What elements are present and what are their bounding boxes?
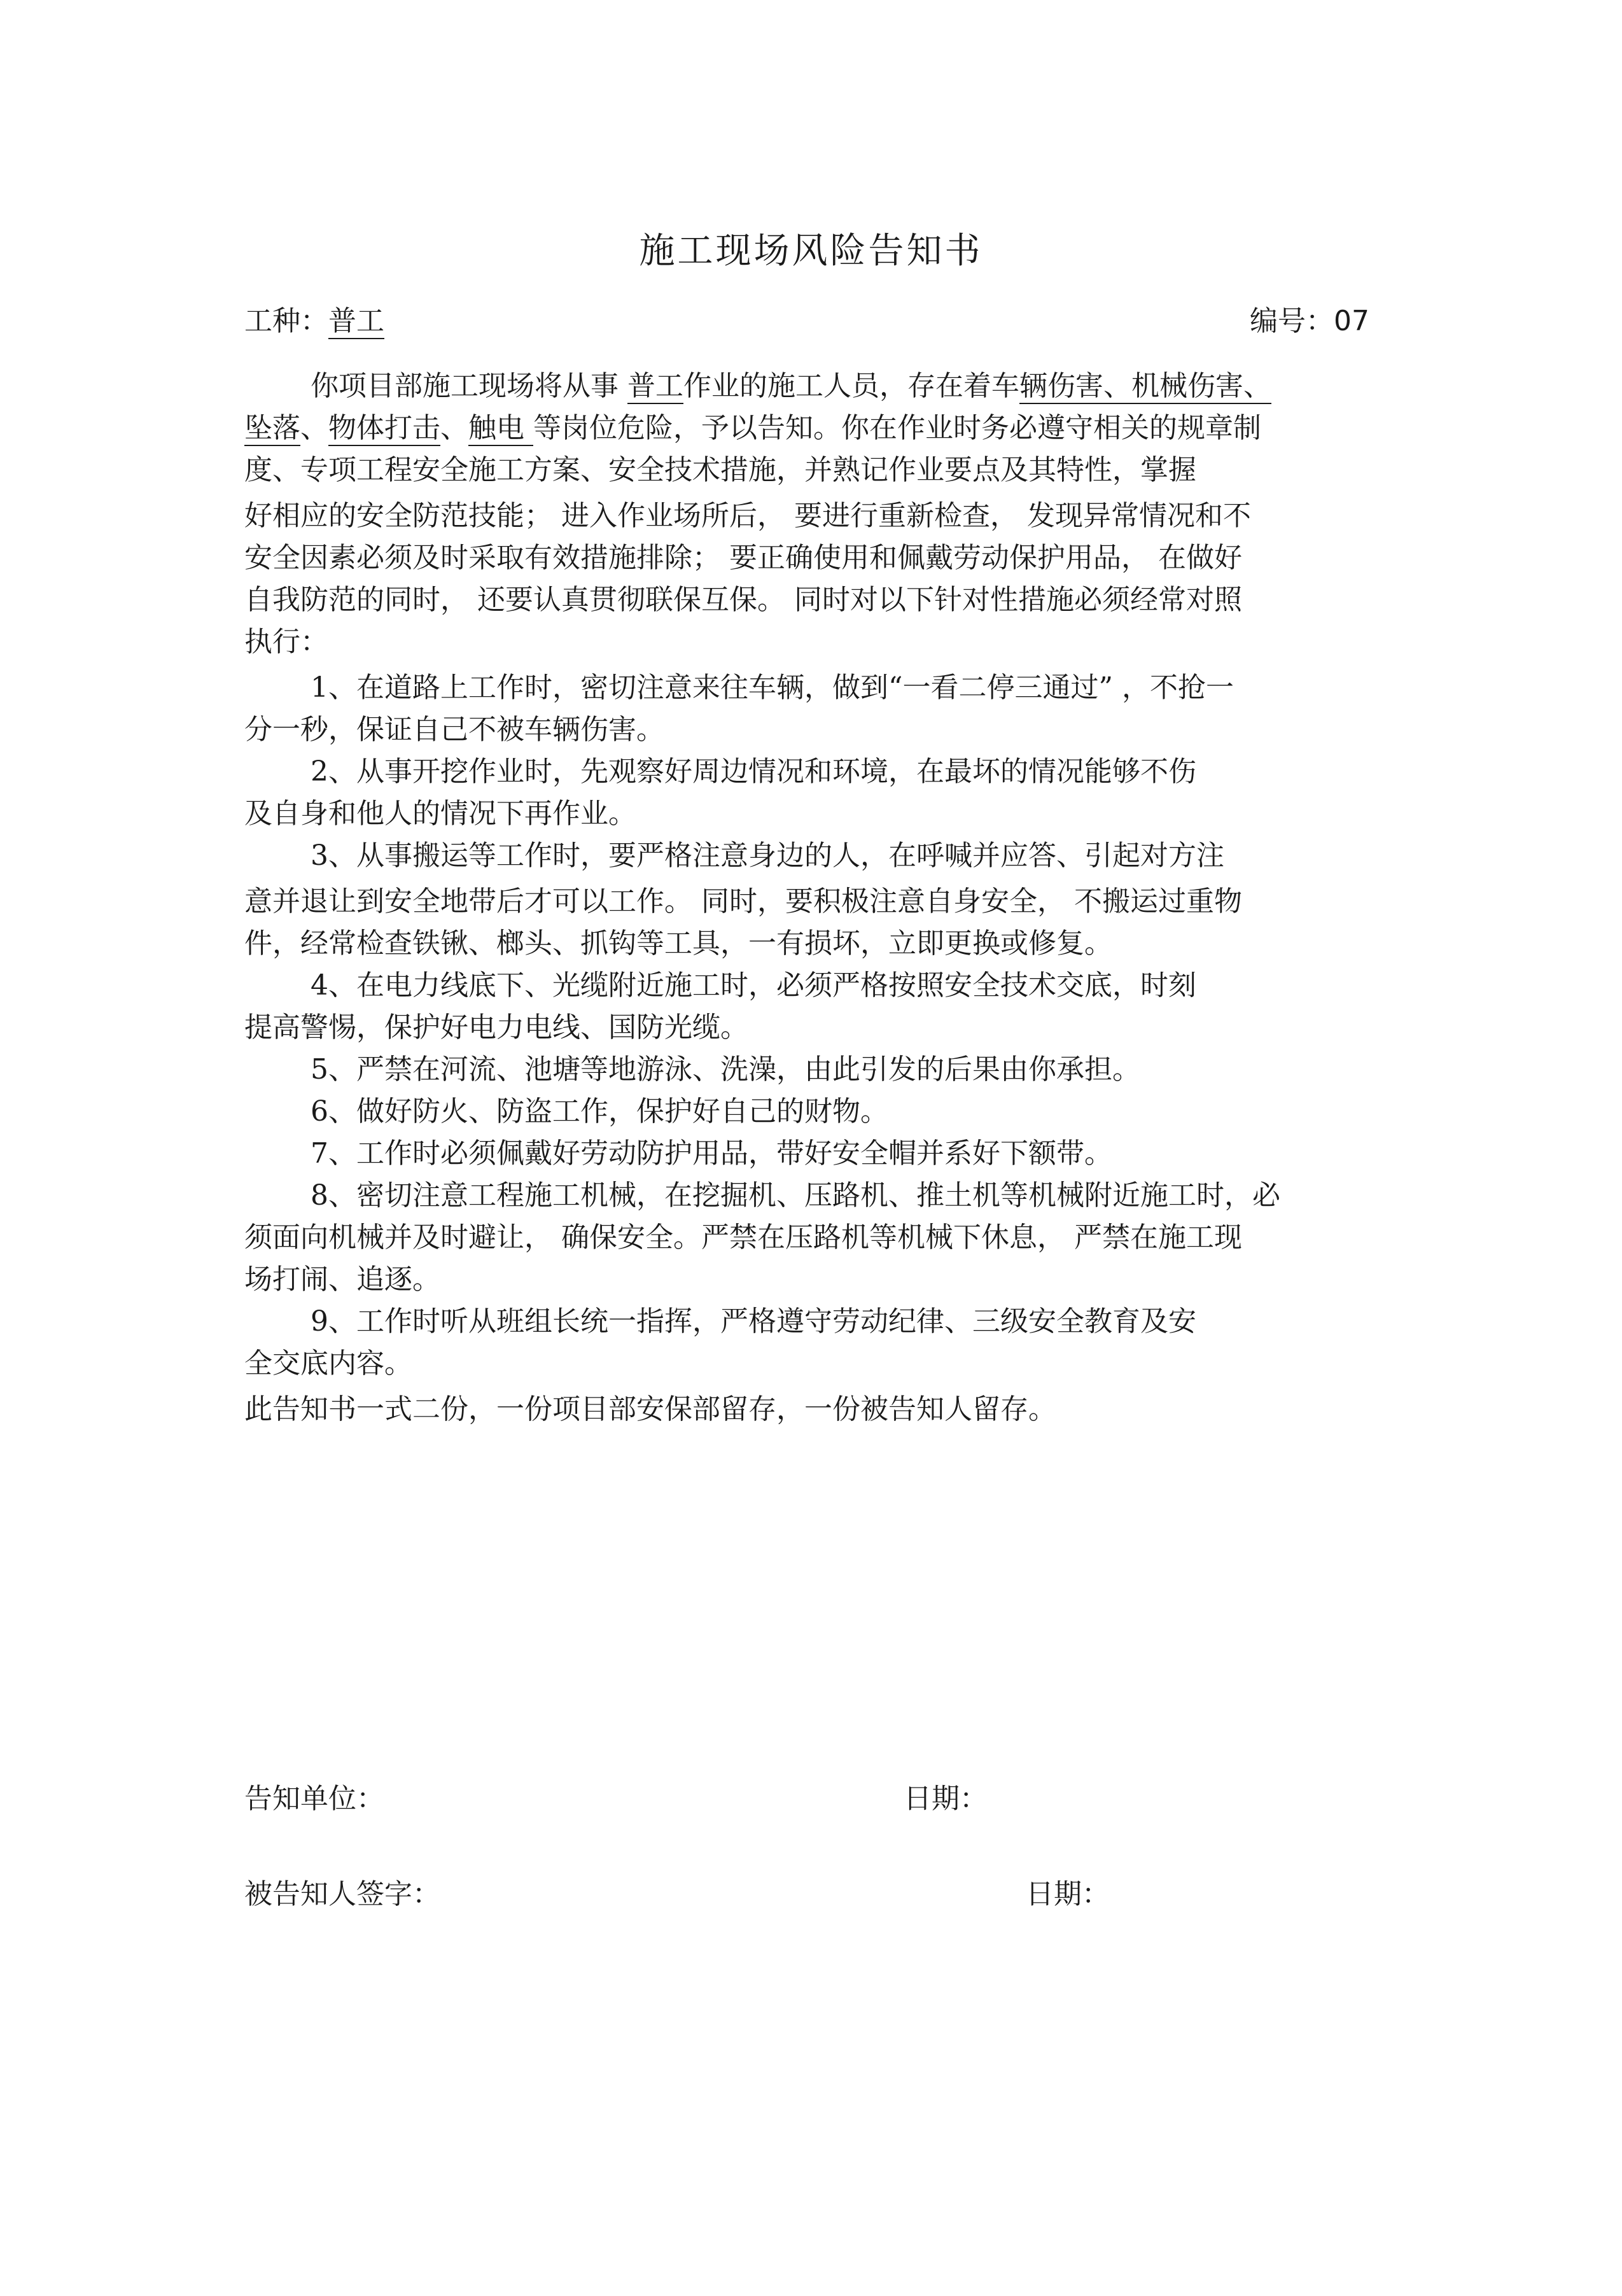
item-line: 全交底内容。 — [244, 1347, 412, 1380]
trade-field — [244, 298, 384, 339]
item-line: 分一秒，保证自己不被车辆伤害。 — [244, 713, 664, 746]
item-line: 提高警惕，保护好电力电线、国防光缆。 — [244, 1011, 748, 1044]
item-line: 8、密切注意工程施工机械，在挖掘机、压路机、推土机等机械附近施工时，必 — [311, 1179, 1280, 1212]
trade-inline: 普工 — [627, 370, 683, 402]
item-line: 9、工作时听从班组长统一指挥，严格遵守劳动纪律、三级安全教育及安 — [311, 1305, 1196, 1338]
item-line: 6、做好防火、防盗工作，保护好自己的财物。 — [311, 1095, 888, 1128]
closing-statement: 此告知书一式二份，一份项目部安保部留存，一份被告知人留存。 — [244, 1393, 1056, 1425]
notifying-unit-label: 告知单位： — [244, 1782, 384, 1815]
intro-line: 度、专项工程安全施工方案、安全技术措施，并熟记作业要点及其特性，掌握 — [244, 454, 1196, 486]
intro-line: 你项目部施工现场将从事 普工作业的施工人员，存在着车辆伤害、机械伤害、 — [311, 370, 1271, 402]
item-line: 4、在电力线底下、光缆附近施工时，必须严格按照安全技术交底，时刻 — [311, 969, 1196, 1002]
item-line: 场打闹、追逐。 — [244, 1263, 440, 1296]
item-line: 3、从事搬运等工作时，要严格注意身边的人，在呼喊并应答、引起对方注 — [311, 839, 1224, 872]
item-line: 5、严禁在河流、池塘等地游泳、洗澡，由此引发的后果由你承担。 — [311, 1053, 1140, 1086]
number-value: 07 — [1334, 305, 1369, 337]
item-line: 2、从事开挖作业时，先观察好周边情况和环境，在最坏的情况能够不伤 — [311, 755, 1196, 788]
hazard-list-inline: 辆伤害、机械伤害、 — [1019, 370, 1271, 402]
trade-value: 普工 — [328, 305, 384, 337]
document-body — [244, 365, 1367, 1431]
date-label: 日期： — [904, 1782, 988, 1815]
item-line: 7、工作时必须佩戴好劳动防护用品，带好安全帽并系好下额带。 — [311, 1137, 1112, 1170]
item-line: 件，经常检查铁锹、榔头、抓钩等工具，一有损坏，立即更换或修复。 — [244, 927, 1112, 960]
intro-line: 自我防范的同时， 还要认真贯彻联保互保。 同时对以下针对性措施必须经常对照 — [244, 584, 1242, 616]
intro-line: 执行： — [244, 626, 328, 658]
item-line: 须面向机械并及时避让， 确保安全。严禁在压路机等机械下休息， 严禁在施工现 — [244, 1221, 1242, 1254]
item-line: 1、在道路上工作时，密切注意来往车辆，做到“一看二停三通过” ，不抢一 — [311, 671, 1234, 704]
intro-line: 好相应的安全防范技能； 进入作业场所后， 要进行重新检查， 发现异常情况和不 — [244, 500, 1251, 532]
date-label: 日期： — [1026, 1878, 1110, 1910]
number-field — [1250, 298, 1369, 339]
item-line: 及自身和他人的情况下再作业。 — [244, 797, 636, 830]
item-line: 意并退让到安全地带后才可以工作。 同时，要积极注意自身安全， 不搬运过重物 — [244, 885, 1242, 918]
number-label: 编号： — [1250, 305, 1334, 337]
intro-line: 坠落、物体打击、触电 等岗位危险，予以告知。你在作业时务必遵守相关的规章制 — [244, 412, 1261, 444]
intro-line: 安全因素必须及时采取有效措施排除； 要正确使用和佩戴劳动保护用品， 在做好 — [244, 542, 1242, 574]
document-title: 施工现场风险告知书 — [639, 230, 983, 272]
trade-label: 工种： — [244, 305, 328, 337]
signer-label: 被告知人签字： — [244, 1878, 440, 1910]
